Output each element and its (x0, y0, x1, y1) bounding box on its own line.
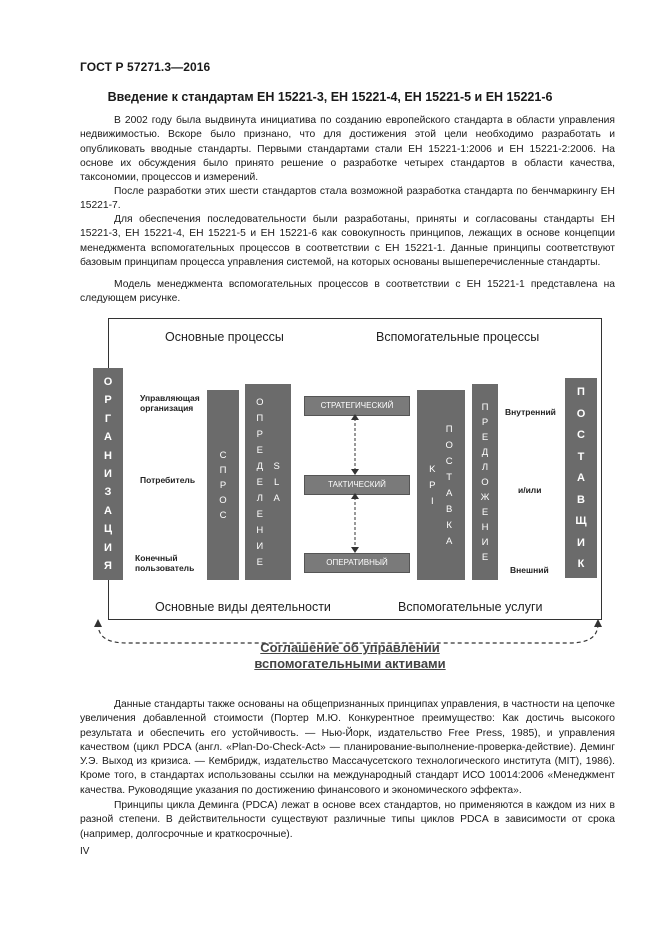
letter: А (104, 431, 112, 444)
letter: И (481, 536, 489, 548)
letter: И (104, 541, 112, 554)
paragraph-2: После разработки этих шести стандартов стала возможной разработка стандарта по бенчмаркингу ЕН 15221-7. (80, 186, 615, 212)
label-or: и/или (518, 485, 542, 495)
main-activities-caption: Основные виды деятельности (155, 600, 331, 614)
letter: О (481, 476, 489, 488)
letter: О (219, 494, 227, 506)
supplier-bar (565, 378, 597, 578)
letter: И (104, 467, 112, 480)
strategic-level-box: СТРАТЕГИЧЕСКИЙ (304, 396, 410, 416)
letter: С (445, 455, 453, 467)
letter: И (256, 540, 264, 552)
sla-column (274, 461, 280, 504)
letter: Л (481, 461, 489, 473)
paragraph-6: Принципы цикла Деминга (PDCA) лежат в основе всех стандартов, но применяются в каждом из них в разной степени. В действительности существуют различные типы циклов PDCA в зависимости от срока (например, долгосрочные и краткосрочные). (80, 800, 615, 840)
document-header: ГОСТ Р 57271.3—2016 (80, 60, 211, 74)
letter: Е (256, 556, 263, 568)
letter: Р (219, 479, 227, 491)
letter: Р (481, 416, 489, 428)
letter: В (445, 503, 453, 515)
letter: С (219, 509, 227, 521)
kpi-column (429, 464, 435, 507)
tactical-level-box: ТАКТИЧЕСКИЙ (304, 475, 410, 495)
letter: О (576, 407, 586, 420)
letter: Д (256, 460, 264, 472)
letter: Г (104, 412, 112, 425)
letter: С (219, 449, 227, 461)
letter: К (577, 558, 585, 570)
paragraph-4: Модель менеджмента вспомогательных процессов в соответствии с ЕН 15221-1 представлена на следующем рисунке. (80, 279, 615, 305)
letter: Е (256, 508, 263, 520)
label-managing-org: Управляющая организация (140, 393, 200, 413)
letter: Е (481, 551, 489, 563)
letter: О (256, 396, 264, 408)
letter: L (274, 476, 280, 488)
letter: П (445, 423, 453, 435)
definition-column (256, 397, 263, 568)
letter: О (445, 439, 453, 451)
letter: А (104, 504, 112, 517)
paragraph-1: В 2002 году была выдвинута инициатива по созданию европейского стандарта в области управления недвижимостью. Вскоре было признано, что для достижения этой цели необходимо разработать и опубликовать вводные стандарты. Первыми стандартами стали ЕН 15221-1:2006 и ЕН 15221-2:2006. На основе их обсуждения было принято решение о разработке четырех стандартов в области качества, таксономии, процессов и измерений. (80, 115, 615, 184)
letter: П (219, 464, 227, 476)
letter: П (577, 386, 585, 398)
letter: S (273, 460, 280, 472)
support-services-caption: Вспомогательные услуги (398, 600, 543, 614)
letter: Т (577, 450, 585, 463)
letter: Щ (575, 515, 587, 527)
agreement-caption-line1: Соглашение об управлении (260, 640, 440, 655)
letter: Е (256, 476, 263, 488)
letter: К (446, 519, 452, 531)
letter: Н (256, 524, 264, 536)
supply-column (445, 424, 452, 547)
letter: Н (104, 449, 112, 462)
label-consumer: Потребитель (140, 475, 196, 485)
letter: K (429, 463, 436, 475)
letter: Е (481, 431, 489, 443)
letter: А (577, 472, 585, 484)
letter: Ц (103, 523, 113, 536)
letter: Р (104, 394, 112, 407)
offer-bar (472, 384, 498, 580)
letter: Я (104, 559, 112, 572)
letter: I (430, 495, 434, 507)
letter: Р (256, 428, 263, 440)
level-connector-arrows (340, 414, 370, 554)
agreement-caption-line2: вспомогательными активами (254, 656, 446, 671)
section-title: Введение к стандартам ЕН 15221-3, ЕН 15221-4, ЕН 15221-5 и ЕН 15221-6 (107, 90, 553, 104)
definition-sla-bar (245, 384, 291, 580)
letter: П (256, 412, 264, 424)
letter: Ж (480, 491, 490, 503)
letter: С (577, 429, 585, 441)
letter: П (481, 401, 489, 413)
letter: Е (481, 506, 489, 518)
letter: Т (446, 471, 453, 483)
letter: А (445, 535, 453, 547)
kpi-supply-bar (417, 390, 465, 580)
paragraph-3: Для обеспечения последовательности были разработаны, приняты и согласованы стандарты ЕН 15221-3, ЕН 15221-4, ЕН 15221-5 и ЕН 15221-6 как совокупность принципов, лежащих в основе концепции менеджмента вспомогательных процессов в соответствии с ЕН 15221-1. Данные принципы соответствуют базовым принципам процесса управления системой, на которых основаны вышеперечисленные стандарты. (80, 214, 615, 268)
label-external: Внешний (510, 565, 549, 575)
letter: О (103, 376, 113, 388)
paragraph-5: Данные стандарты также основаны на общепризнанных принципах управления, в частности на цепочке увеличения добавленной стоимости (Портер М.Ю. Конкурентное преимущество: Как достичь высокого результата и обеспечить его устойчивость. — Нью-Йорк, издательство Free Press, 1985), и управления качеством (цикл PDCA (англ. «Plan-Do-Check-Act» — планирование-выполнение-проверка-действие). Деминг У.Э. Выход из кризиса. — Кембридж, издательство Массачусетского технологического института (MIT), 1986). Кроме того, в стандартах использованы ссылки на международный стандарт ИСО 10014:2006 «Менеджмент качества. Руководящие указания по достижению финансового и экономического эффекта». (80, 699, 615, 796)
support-processes-caption: Вспомогательные процессы (376, 330, 540, 344)
label-end-user: Конечный пользователь (135, 553, 195, 573)
operational-level-box: ОПЕРАТИВНЫЙ (304, 553, 410, 573)
organization-bar (93, 368, 123, 580)
letter: В (577, 493, 585, 506)
letter: А (445, 487, 453, 499)
letter: Л (256, 492, 263, 504)
letter: A (273, 492, 280, 504)
demand-bar (207, 390, 239, 580)
letter: Е (256, 444, 263, 456)
page-number: IV (80, 846, 90, 857)
letter: Д (481, 446, 489, 458)
letter: И (577, 536, 585, 549)
letter: P (429, 479, 436, 491)
main-processes-caption: Основные процессы (165, 330, 284, 344)
label-internal: Внутренний (505, 407, 556, 417)
letter: Н (481, 521, 489, 533)
letter: З (104, 486, 112, 499)
